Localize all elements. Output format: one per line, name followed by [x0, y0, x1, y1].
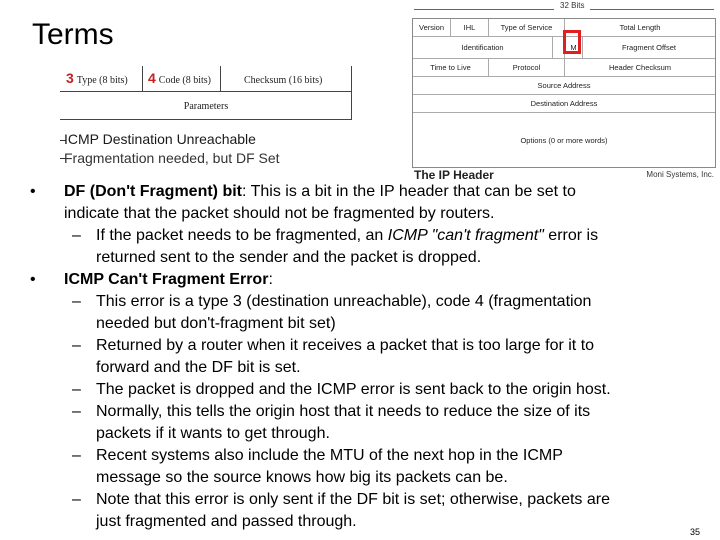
- bullet-text: :: [268, 271, 273, 288]
- ip-field-destination-address: Destination Address: [530, 99, 598, 108]
- ip-field-ttl: Time to Live: [413, 59, 489, 76]
- ip-field-header-checksum: Header Checksum: [608, 63, 672, 72]
- sub-text-cont: returned sent to the sender and the packet is dropped.: [96, 249, 482, 266]
- sub-text-italic: ICMP "can't fragment": [387, 227, 544, 244]
- sub-text-cont: packets if it wants to get through.: [96, 425, 330, 442]
- ip-field-source-address: Source Address: [537, 81, 591, 90]
- icmp-divider: [351, 66, 352, 120]
- sub-text-cont: needed but don't-fragment bit set): [96, 315, 336, 332]
- ip-row-5: [413, 95, 715, 113]
- icmp-type-value: 3: [66, 70, 74, 86]
- slide-body: [30, 181, 690, 533]
- sub-text-cont: message so the source knows how big its packets can be.: [96, 469, 508, 486]
- sub-text-cont: just fragmented and passed through.: [96, 513, 357, 530]
- icmp-row-parameters: [60, 92, 352, 120]
- icmp-checksum-label: Checksum (16 bits): [244, 75, 323, 86]
- icmp-caption-subtitle: Fragmentation needed, but DF Set: [64, 150, 280, 166]
- bits-arrow: [414, 9, 554, 10]
- sub-bullet-dash: –: [72, 337, 81, 354]
- sub-text-cont: forward and the DF bit is set.: [96, 359, 301, 376]
- sub-text: error is: [543, 227, 599, 244]
- ip-row-4: [413, 77, 715, 95]
- ip-row-3: [413, 59, 715, 77]
- sub-bullet: [30, 445, 690, 489]
- sub-bullet-dash: –: [72, 491, 81, 508]
- icmp-type-field: [66, 70, 128, 86]
- sub-text: Returned by a router when it receives a packet that is too large for it to: [96, 337, 595, 354]
- slide-title: Terms: [32, 18, 114, 51]
- ip-field-total-length: Total Length: [619, 23, 661, 32]
- bullet-icmp-error: [30, 269, 690, 291]
- icmp-row-type-code-checksum: [60, 66, 352, 92]
- sub-bullet: [30, 335, 690, 379]
- ip-field-protocol: Protocol: [489, 59, 565, 76]
- bullet-term: ICMP Can't Fragment Error: [64, 271, 269, 288]
- ip-field-ihl: IHL: [451, 19, 489, 36]
- icmp-divider: [220, 66, 221, 92]
- sub-bullet-dash: –: [72, 227, 81, 244]
- sub-bullet: [30, 401, 690, 445]
- sub-text: This error is a type 3 (destination unreachable), code 4 (fragmentation: [96, 293, 592, 310]
- sub-text: Recent systems also include the MTU of the next hop in the ICMP: [96, 447, 563, 464]
- ip-header-credit: Moni Systems, Inc.: [646, 170, 714, 179]
- ip-field-identification: Identification: [413, 37, 553, 58]
- sub-bullet-dash: –: [72, 381, 81, 398]
- sub-bullet: [30, 489, 690, 533]
- bits-arrow: [590, 9, 714, 10]
- ip-field-tos: Type of Service: [489, 19, 565, 36]
- ip-header-caption: The IP Header: [414, 168, 494, 182]
- bullet-term: DF (Don't Fragment) bit: [64, 183, 242, 200]
- bullet-dot: •: [30, 183, 36, 200]
- bullet-df-bit: [30, 181, 690, 225]
- icmp-parameters-label: Parameters: [183, 101, 229, 112]
- ip-field-options: Options (0 or more words): [520, 135, 608, 145]
- sub-bullet: [30, 379, 690, 401]
- icmp-caption: [64, 130, 280, 168]
- sub-bullet-dash: –: [72, 447, 81, 464]
- icmp-header-diagram: [60, 66, 352, 124]
- ip-field-version: Version: [413, 19, 451, 36]
- sub-text: If the packet needs to be fragmented, an: [96, 227, 388, 244]
- ip-field-fragment-offset: Fragment Offset: [621, 43, 677, 52]
- icmp-type-label: Type (8 bits): [76, 75, 128, 86]
- ip-header-figure: [412, 0, 720, 182]
- sub-text: Note that this error is only sent if the DF bit is set; otherwise, packets are: [96, 491, 610, 508]
- ip-field-mf-flag: M: [565, 37, 583, 58]
- sub-bullet: [30, 225, 690, 269]
- sub-bullet-dash: –: [72, 293, 81, 310]
- icmp-caption-title: ICMP Destination Unreachable: [64, 131, 256, 147]
- bullet-text: : This is a bit in the IP header that can be set to: [242, 183, 576, 200]
- sub-bullet-dash: –: [72, 403, 81, 420]
- sub-bullet: [30, 291, 690, 335]
- icmp-code-value: 4: [148, 70, 156, 86]
- ip-row-6: [413, 113, 715, 167]
- sub-text: The packet is dropped and the ICMP error is sent back to the origin host.: [96, 381, 611, 398]
- df-bit-highlight: [563, 30, 581, 54]
- bullet-dot: •: [30, 271, 36, 288]
- sub-text: Normally, this tells the origin host that it needs to reduce the size of its: [96, 403, 591, 420]
- icmp-code-field: [148, 70, 211, 86]
- bullet-text-cont: indicate that the packet should not be fragmented by routers.: [64, 205, 495, 222]
- icmp-code-label: Code (8 bits): [158, 75, 212, 86]
- bits-label: 32 Bits: [560, 1, 585, 10]
- page-number: 35: [690, 527, 701, 537]
- icmp-divider: [142, 66, 143, 92]
